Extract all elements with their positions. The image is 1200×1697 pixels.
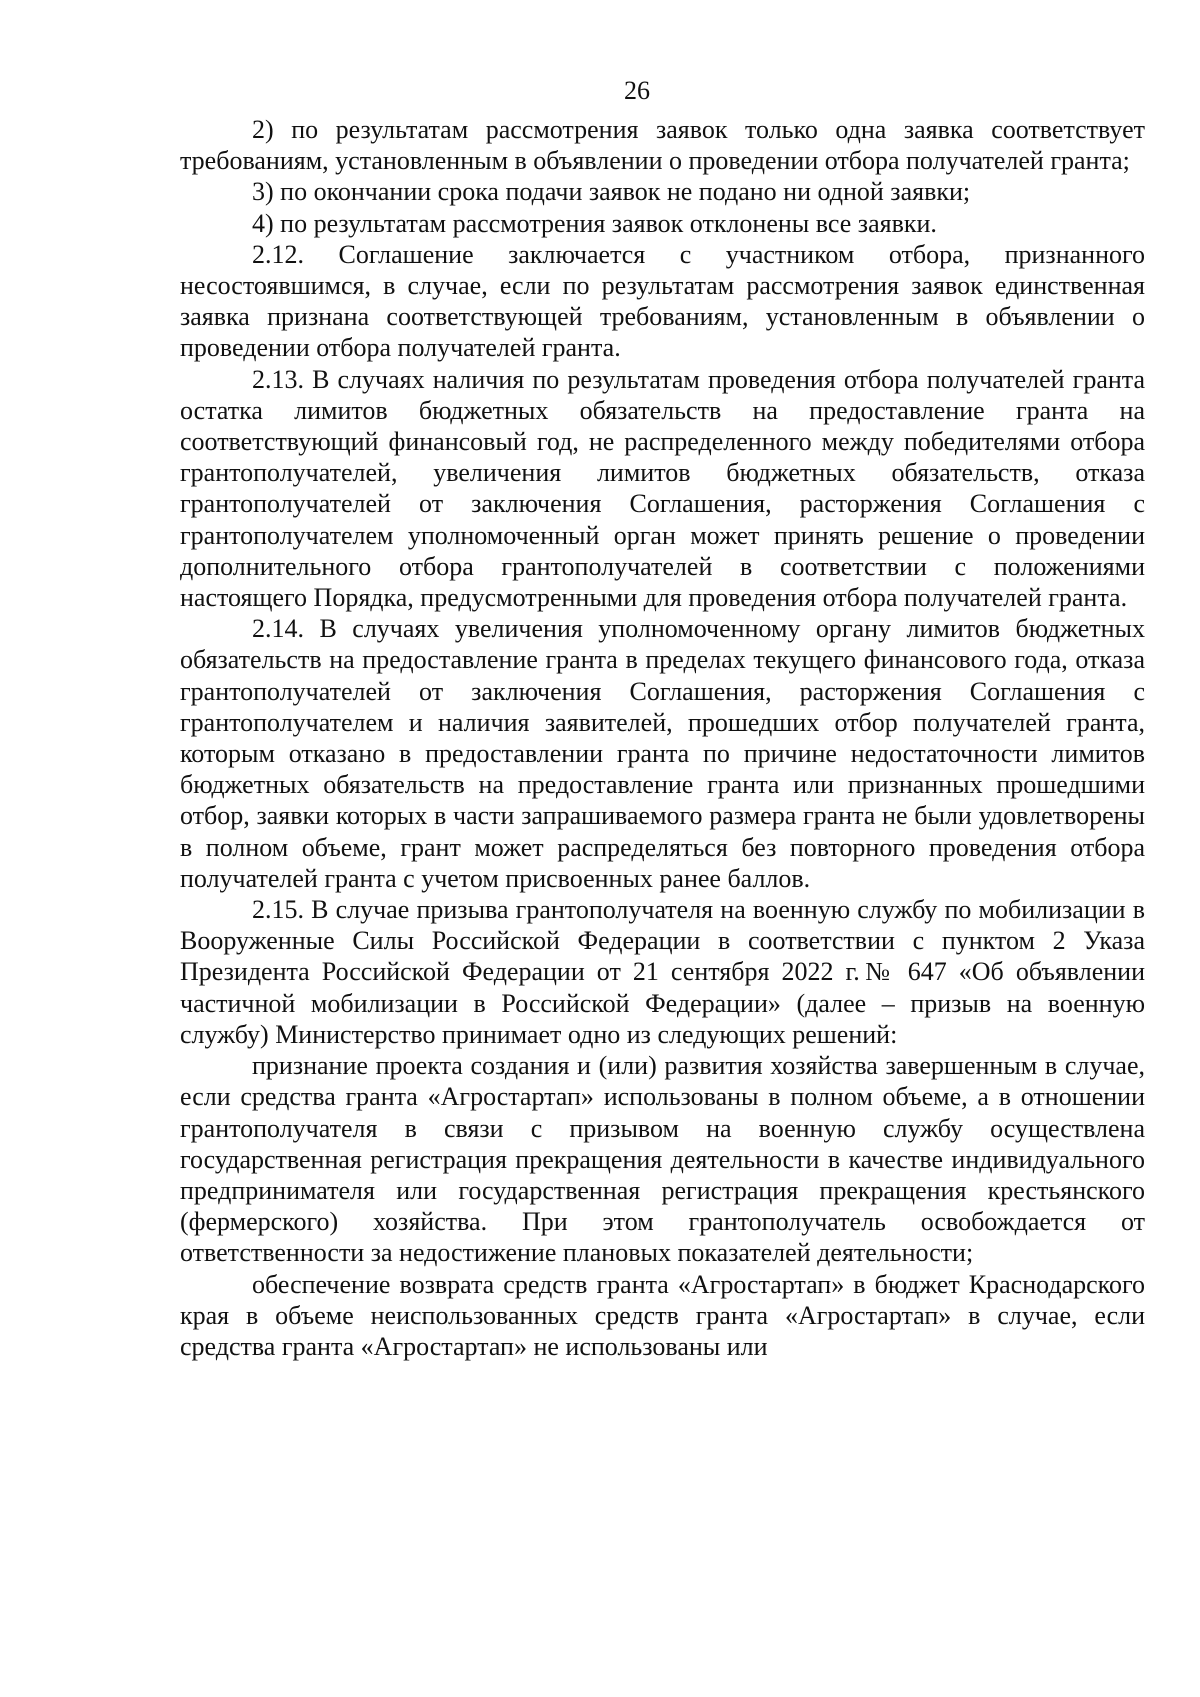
document-body [180, 114, 1145, 1362]
page-number: 26 [624, 76, 650, 105]
paragraph-2-14: 2.14. В случаях увеличения уполномоченному органу лимитов бюджетных обязательств на предоставление гранта в пределах текущего финансового года, отказа грантополучателей от заключения Соглашения, расторжения Соглашения с грантополучателем и наличия заявителей, прошедших отбор получателей гранта, которым отказано в предоставлении гранта по причине недостаточности лимитов бюджетных обязательств на предоставление гранта или признанных прошедшими отбор, заявки которых в части запрашиваемого размера гранта не были удовлетворены в полном объеме, грант может распределяться без повторного проведения отбора получателей гранта с учетом присвоенных ранее баллов. [180, 614, 1145, 893]
paragraph-2-15: 2.15. В случае призыва грантополучателя на военную службу по мобилизации в Вооруженные Силы Российской Федерации в соответствии с пунктом 2 Указа Президента Российской Федерации от 21 сентября 2022 г.№ 647 «Об объявлении частичной мобилизации в Российской Федерации» (далее – призыв на военную службу) Министерство принимает одно из следующих решений: [180, 895, 1145, 1049]
paragraph-2-13: 2.13. В случаях наличия по результатам проведения отбора получателей гранта остатка лимитов бюджетных обязательств на предоставление гранта на соответствующий финансовый год, не распределенного между победителями отбора грантополучателей, увеличения лимитов бюджетных обязательств, отказа грантополучателей от заключения Соглашения, расторжения Соглашения с грантополучателем уполномоченный орган может принять решение о проведении дополнительного отбора грантополучателей в соответствии с положениями настоящего Порядка, предусмотренными для проведения отбора получателей гранта. [180, 364, 1145, 613]
paragraph-item-4: 4) по результатам рассмотрения заявок отклонены все заявки. [252, 208, 937, 238]
paragraph-item-2: 2) по результатам рассмотрения заявок только одна заявка соответствует требованиям, установленным в объявлении о проведении отбора получателей гранта; [180, 115, 1145, 176]
paragraph-item-3: 3) по окончании срока подачи заявок не подано ни одной заявки; [252, 177, 971, 207]
paragraph-decision-completion: признание проекта создания и (или) развития хозяйства завершенным в случае, если средства гранта «Агростартап» использованы в полном объеме, а в отношении грантополучателя в связи с призывом на военную службу осуществлена государственная регистрация прекращения деятельности в качестве индивидуального предпринимателя или государственная регистрация прекращения крестьянского (фермерского) хозяйства. При этом грантополучатель освобождается от ответственности за недостижение плановых показателей деятельности; [180, 1051, 1145, 1268]
paragraph-2-12: 2.12. Соглашение заключается с участником отбора, признанного несостоявшимся, в случае, если по результатам рассмотрения заявок единственная заявка признана соответствующей требованиям, установленным в объявлении о проведении отбора получателей гранта. [180, 239, 1145, 363]
paragraph-decision-refund: обеспечение возврата средств гранта «Агростартап» в бюджет Краснодарского края в объеме неиспользованных средств гранта «Агростартап» в случае, если средства гранта «Агростартап» не использованы или [180, 1269, 1145, 1361]
